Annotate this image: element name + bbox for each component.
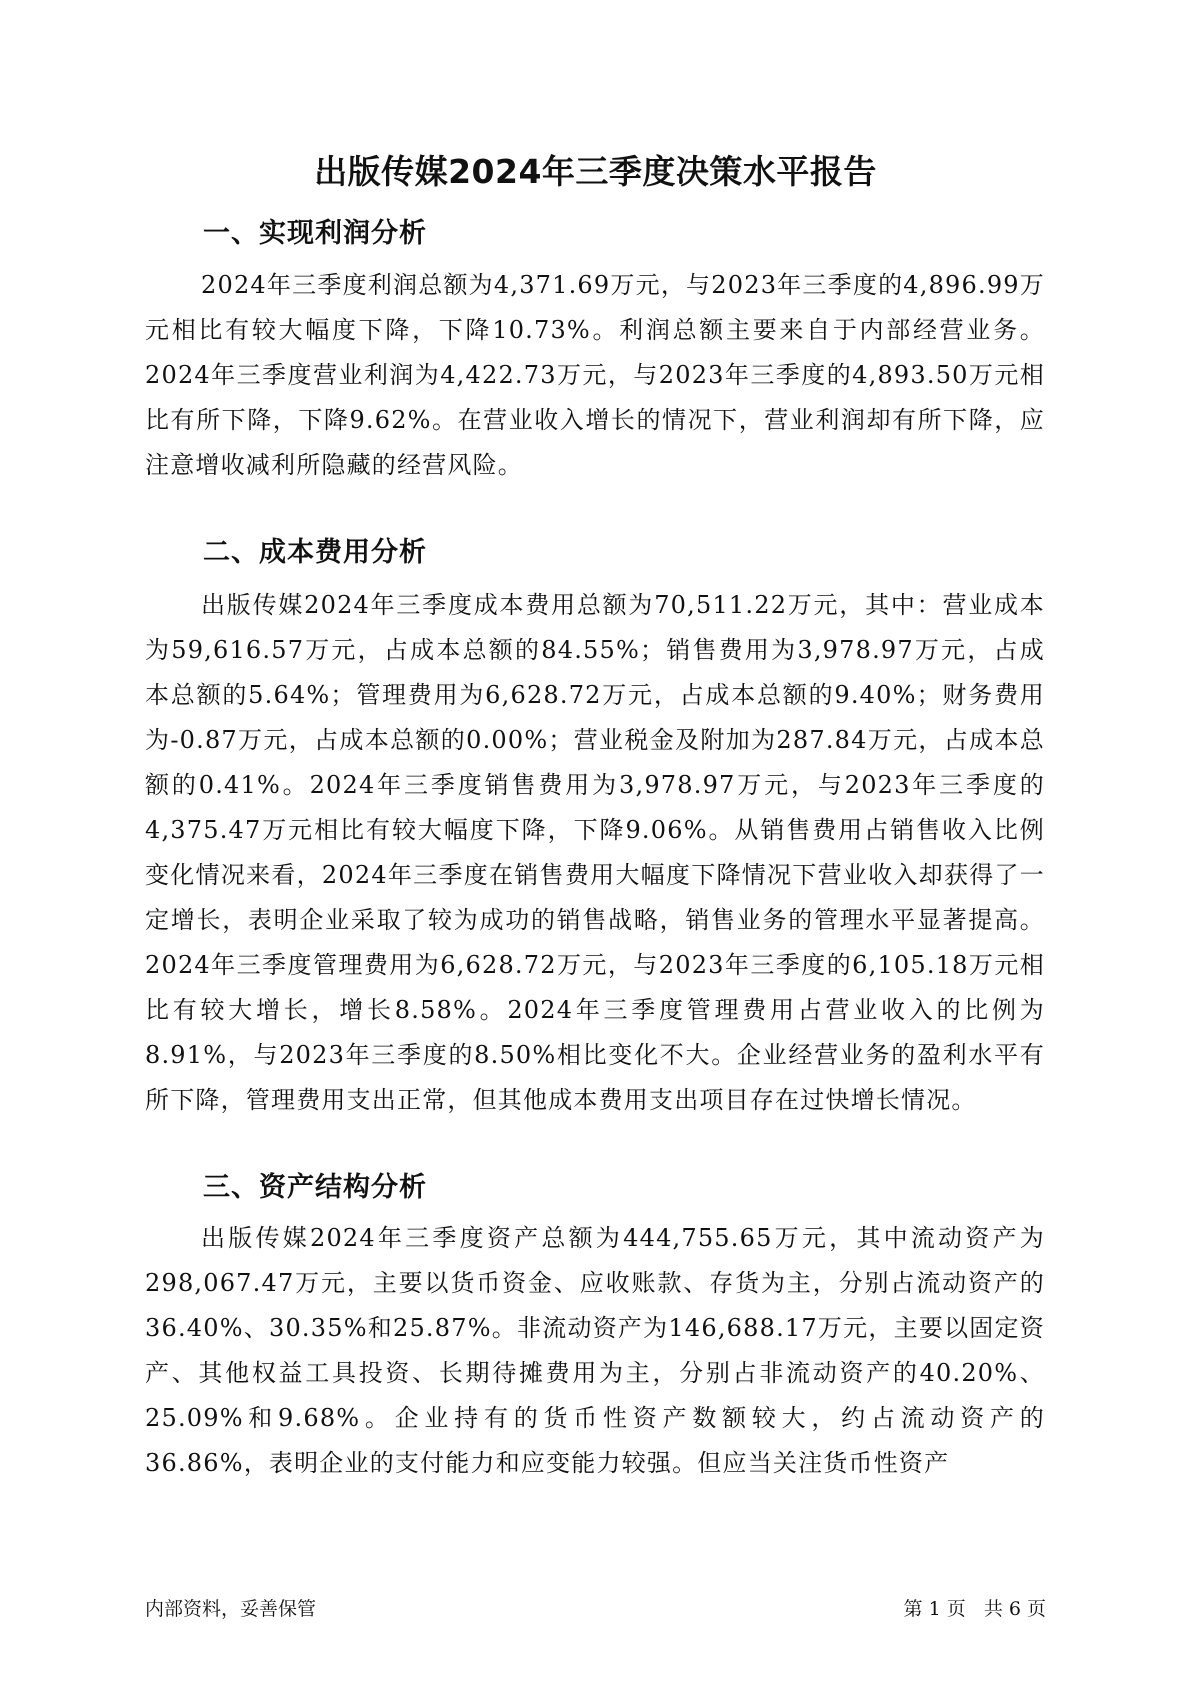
section-heading-cost: 二、成本费用分析	[203, 537, 427, 568]
section-paragraph-assets: 出版传媒2024年三季度资产总额为444,755.65万元，其中流动资产为298,067.47万元，主要以货币资金、应收账款、存货为主，分别占流动资产的36.40%、30.35%和25.87%。非流动资产为146,688.17万元，主要以固定资产、其他权益工具投资、长期待摊费用为主，分别占非流动资产的40.20%、25.09%和9.68%。企业持有的货币性资产数额较大，约占流动资产的36.86%，表明企业的支付能力和应变能力较强。但应当关注货币性资产	[145, 1224, 1045, 1477]
section-paragraph-profit: 2024年三季度利润总额为4,371.69万元，与2023年三季度的4,896.99万元相比有较大幅度下降，下降10.73%。利润总额主要来自于内部经营业务。2024年三季度营业利润为4,422.73万元，与2023年三季度的4,893.50万元相比有所下降，下降9.62%。在营业收入增长的情况下，营业利润却有所下降，应注意增收减利所隐藏的经营风险。	[145, 271, 1045, 479]
document-title: 出版传媒2024年三季度决策水平报告	[314, 152, 877, 191]
section-paragraph-cost: 出版传媒2024年三季度成本费用总额为70,511.22万元，其中：营业成本为59,616.57万元，占成本总额的84.55%；销售费用为3,978.97万元，占成本总额的5.64%；管理费用为6,628.72万元，占成本总额的9.40%；财务费用为-0.87万元，占成本总额的0.00%；营业税金及附加为287.84万元，占成本总额的0.41%。2024年三季度销售费用为3,978.97万元，与2023年三季度的4,375.47万元相比有较大幅度下降，下降9.06%。从销售费用占销售收入比例变化情况来看，2024年三季度在销售费用大幅度下降情况下营业收入却获得了一定增长，表明企业采取了较为成功的销售战略，销售业务的管理水平显著提高。2024年三季度管理费用为6,628.72万元，与2023年三季度的6,105.18万元相比有较大增长，增长8.58%。2024年三季度管理费用占营业收入的比例为8.91%，与2023年三季度的8.50%相比变化不大。企业经营业务的盈利水平有所下降，管理费用支出正常，但其他成本费用支出项目存在过快增长情况。	[145, 591, 1045, 1114]
footer-confidential-note: 内部资料，妥善保管	[145, 1598, 317, 1620]
footer-page-number: 第 1 页 共 6 页	[903, 1598, 1046, 1620]
section-heading-profit: 一、实现利润分析	[203, 218, 427, 249]
section-heading-assets: 三、资产结构分析	[203, 1172, 427, 1203]
